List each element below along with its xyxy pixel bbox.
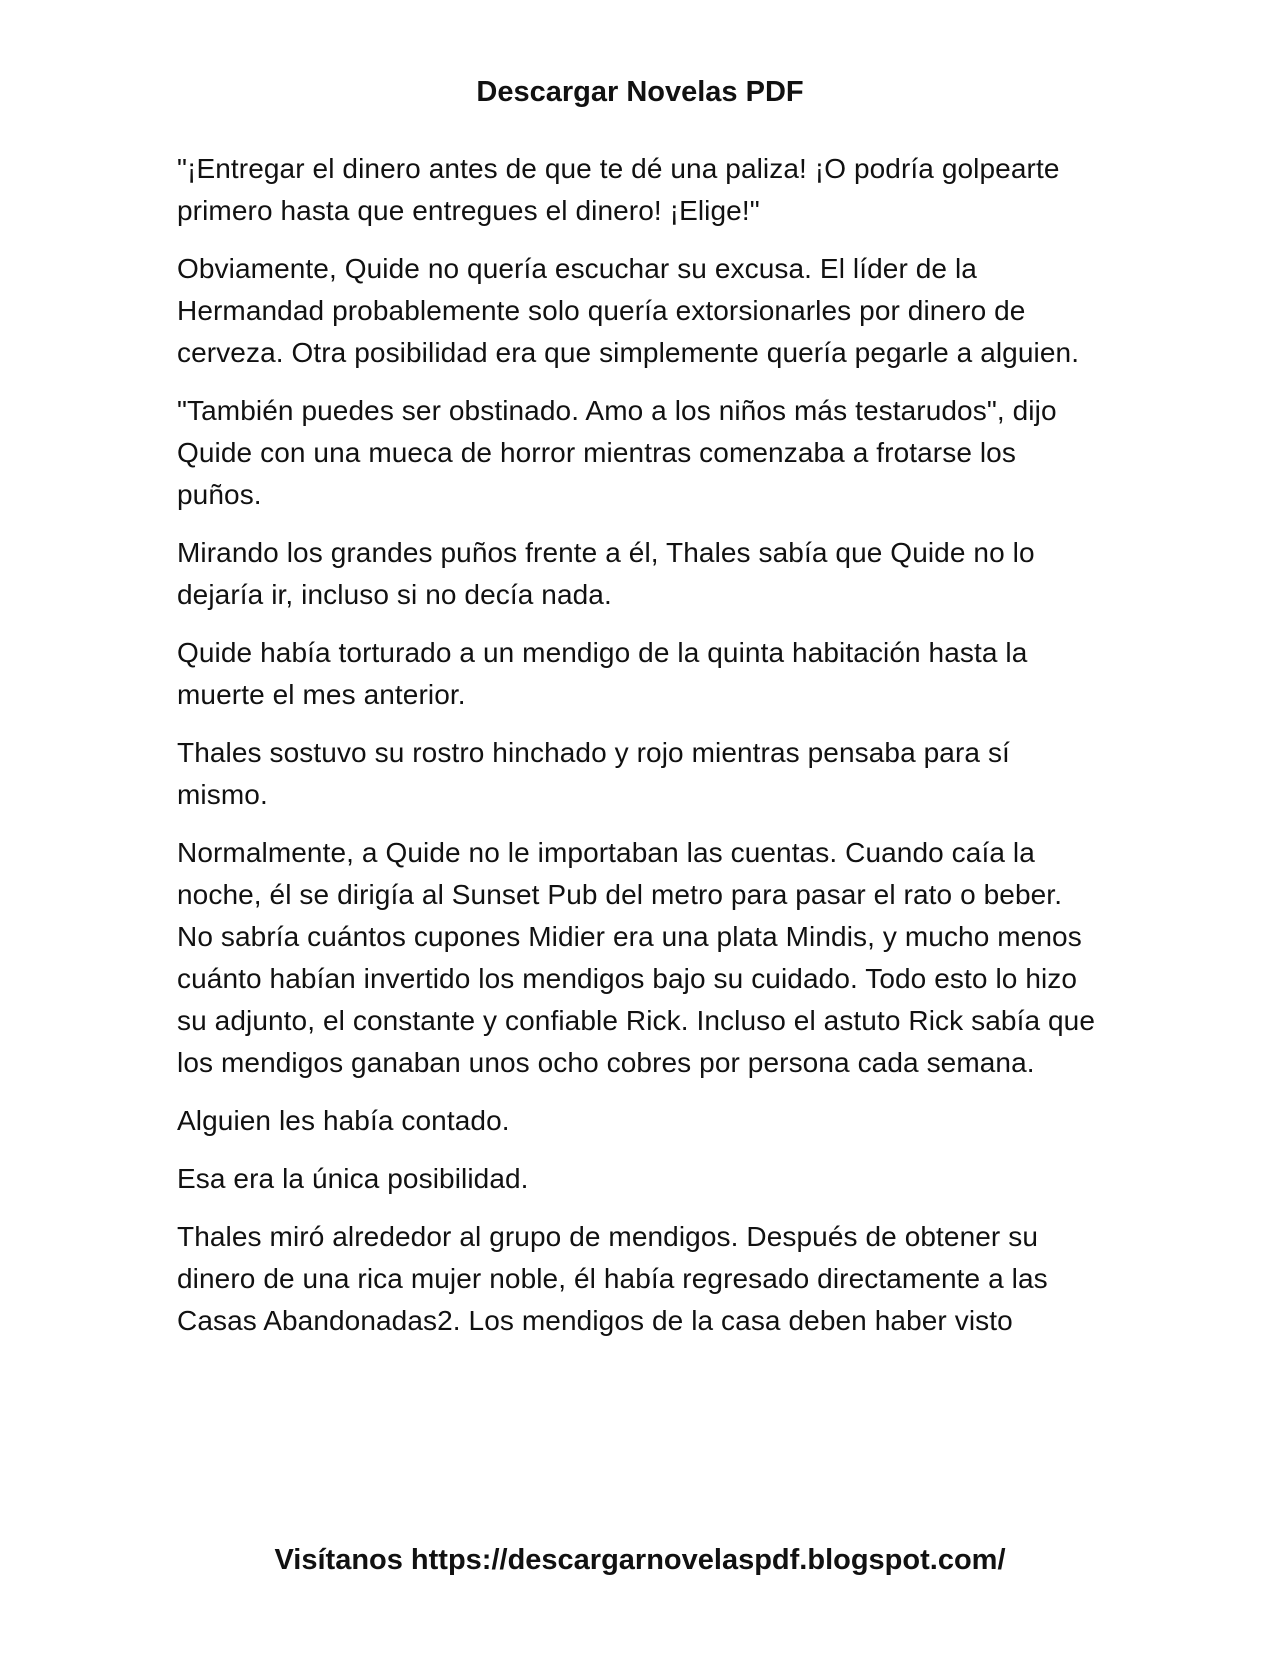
document-body: [177, 148, 1097, 1358]
paragraph-6: Thales sostuvo su rostro hinchado y rojo mientras pensaba para sí mismo.: [177, 737, 1010, 810]
paragraph-3: "También puedes ser obstinado. Amo a los niños más testarudos", dijo Quide con una mueca de horror mientras comenzaba a frotarse los puños.: [177, 395, 1057, 510]
paragraph-8: Alguien les había contado.: [177, 1105, 510, 1136]
paragraph-2: Obviamente, Quide no quería escuchar su excusa. El líder de la Hermandad probablemente solo quería extorsionarles por dinero de cerveza. Otra posibilidad era que simplemente quería pegarle a alguien.: [177, 253, 1080, 368]
paragraph-7: Normalmente, a Quide no le importaban las cuentas. Cuando caía la noche, él se dirigía al Sunset Pub del metro para pasar el rato o beber. No sabría cuántos cupones Midier era una plata Mindis, y mucho menos cuánto habían invertido los mendigos bajo su cuidado. Todo esto lo hizo su adjunto, el constante y confiable Rick. Incluso el astuto Rick sabía que los mendigos ganaban unos ocho cobres por persona cada semana.: [177, 837, 1096, 1078]
paragraph-10: Thales miró alrededor al grupo de mendigos. Después de obtener su dinero de una rica mujer noble, él había regresado directamente a las Casas Abandonadas2. Los mendigos de la casa deben haber visto: [177, 1221, 1048, 1336]
paragraph-4: Mirando los grandes puños frente a él, Thales sabía que Quide no lo dejaría ir, incluso si no decía nada.: [177, 537, 1035, 610]
paragraph-1: "¡Entregar el dinero antes de que te dé una paliza! ¡O podría golpearte primero hasta que entregues el dinero! ¡Elige!": [177, 153, 1060, 226]
paragraph-5: Quide había torturado a un mendigo de la quinta habitación hasta la muerte el mes anterior.: [177, 637, 1028, 710]
page-header-title: Descargar Novelas PDF: [476, 76, 804, 108]
page-footer-link: Visítanos https://descargarnovelaspdf.blogspot.com/: [274, 1544, 1006, 1576]
paragraph-9: Esa era la única posibilidad.: [177, 1163, 529, 1194]
